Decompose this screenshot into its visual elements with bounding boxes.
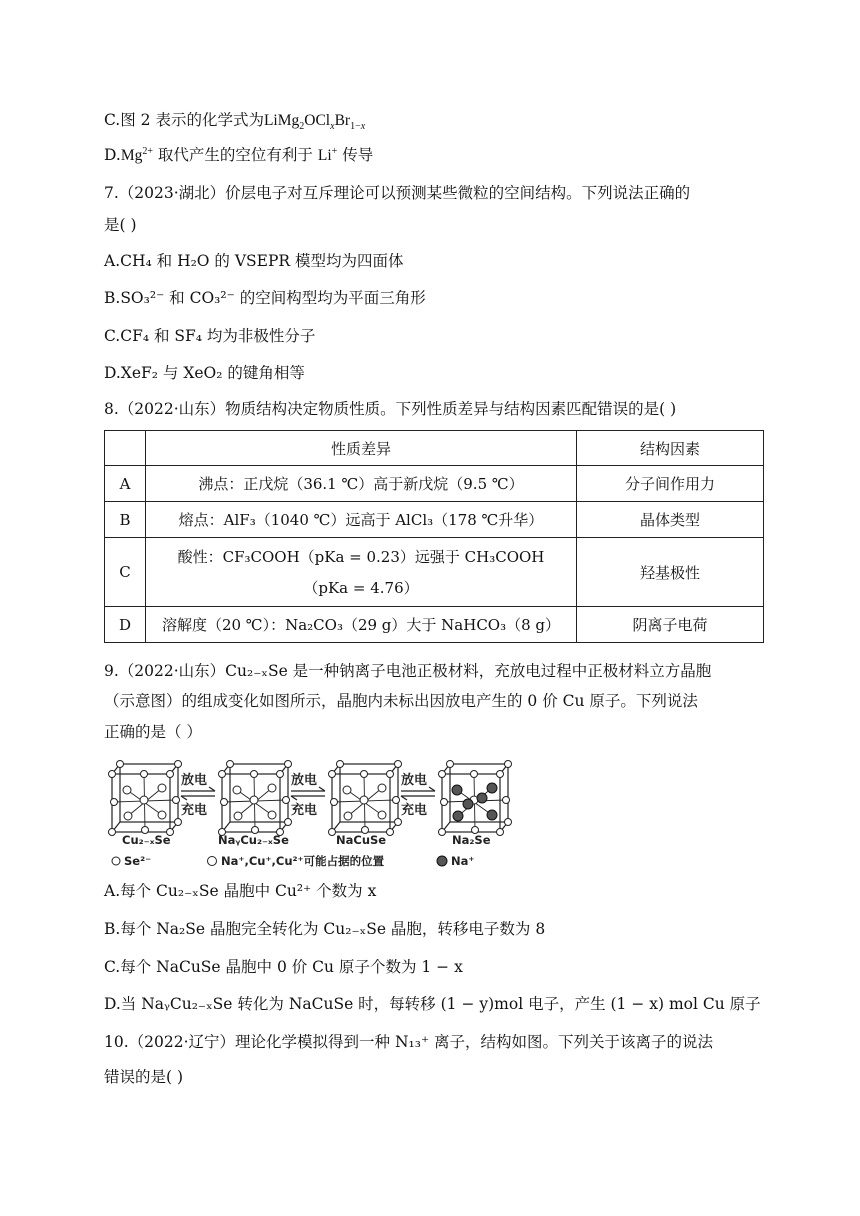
q10-stem-line1: 10.（2022·辽宁）理论化学模拟得到一种 N₁₃⁺ 离子，结构如图。下列关于该离子的说法 [104,1033,714,1051]
table-row [105,502,764,538]
q9-option-b: B.每个 Na₂Se 晶胞完全转化为 Cu₂₋ₓSe 晶胞，转移电子数为 8 [104,920,546,938]
q8-table [104,430,764,643]
legend-na-label: Na⁺ [451,854,475,868]
row-factor: 羟基极性 [577,538,764,607]
arrow-charge-label: 充电 [291,803,318,818]
table-row [105,466,764,502]
cell-label: NaCuSe [336,833,387,847]
row-property: 熔点：AlF₃（1040 ℃）远高于 AlCl₃（178 ℃升华） [146,502,577,538]
legend-se-marker [112,857,120,865]
cell-naycu2xse [219,761,292,836]
q7-option-c: C.CF₄ 和 SF₄ 均为非极性分子 [104,327,316,345]
legend [112,854,474,868]
cell-label: NaᵧCu₂₋ₓSe [218,833,289,847]
row-property: 沸点：正戊烷（36.1 ℃）高于新戊烷（9.5 ℃） [146,466,577,502]
q7-option-a: A.CH₄ 和 H₂O 的 VSEPR 模型均为四面体 [104,252,404,270]
q9-stem-line1: 9.（2022·山东）Cu₂₋ₓSe 是一种钠离子电池正极材料，充放电过程中正极材料立方晶胞 [104,662,712,680]
row-property-line2: （pKa = 4.76） [303,579,419,597]
q9-option-a: A.每个 Cu₂₋ₓSe 晶胞中 Cu²⁺ 个数为 x [104,882,377,900]
q7-option-b: B.SO₃²⁻ 和 CO₃²⁻ 的空间构型均为平面三角形 [104,289,426,307]
arrow-charge-label: 充电 [181,803,208,818]
legend-se-label: Se²⁻ [124,854,152,868]
q7-stem-line2: 是( ) [104,216,137,234]
option-d-prev: $D.Mg^{2+}$ 取代产生的空位有利于 Li+ 传导 [104,145,374,164]
row-property: 溶解度（20 ℃）：Na₂CO₃（29 g）大于 NaHCO₃（8 g） [146,607,577,643]
crystal-cell-diagram [104,758,520,870]
legend-sites-label: Na⁺,Cu⁺,Cu²⁺可能占据的位置 [221,854,385,868]
arrow-2 [291,772,325,818]
row-factor: 晶体类型 [577,502,764,538]
header-property: 性质差异 [146,431,577,466]
table-row [105,607,764,643]
row-id: A [105,466,146,502]
cell-label: Na₂Se [452,833,491,847]
arrow-1 [181,772,215,818]
header-id [105,431,146,466]
option-c-prev: C.图 2 表示的化学式为$LiMg_2OCl_xBr_{1-x}$ [104,111,366,133]
cell-nacuse [329,761,402,836]
q9-option-c: C.每个 NaCuSe 晶胞中 0 价 Cu 原子个数为 1 − x [104,958,463,976]
q10-stem-line2: 错误的是( ) [104,1068,184,1086]
legend-na-marker [437,856,447,866]
q9-option-d: D.当 NaᵧCu₂₋ₓSe 转化为 NaCuSe 时，每转移 (1 − y)mol 电子，产生 (1 − x) mol Cu 原子 [104,995,761,1013]
arrow-discharge-label: 放电 [181,773,208,788]
arrow-discharge-label: 放电 [291,773,318,788]
row-factor: 分子间作用力 [577,466,764,502]
table-header-row [105,431,764,466]
cell-label: Cu₂₋ₓSe [122,833,171,847]
cell-cu2xse [109,761,182,836]
row-property [146,538,577,607]
row-id: C [105,538,146,607]
arrow-3 [401,772,435,818]
q7-option-d: D.XeF₂ 与 XeO₂ 的键角相等 [104,364,305,382]
header-factor: 结构因素 [577,431,764,466]
row-factor: 阴离子电荷 [577,607,764,643]
q9-stem-line2: （示意图）的组成变化如图所示，晶胞内未标出因放电产生的 0 价 Cu 原子。下列说法 [104,692,698,710]
row-id: B [105,502,146,538]
arrow-charge-label: 充电 [401,803,428,818]
legend-sites-marker [208,857,217,866]
q8-stem: 8.（2022·山东）物质结构决定物质性质。下列性质差异与结构因素匹配错误的是( ) [104,400,677,418]
arrow-discharge-label: 放电 [401,773,428,788]
cell-na2se [439,761,512,836]
q7-stem-line1: 7.（2023·湖北）价层电子对互斥理论可以预测某些微粒的空间结构。下列说法正确的 [104,184,691,202]
table-row [105,538,764,607]
q9-stem-line3: 正确的是（ ） [104,723,202,741]
row-id: D [105,607,146,643]
row-property-line1: 酸性：CF₃COOH（pKa = 0.23）远强于 CH₃COOH [177,548,545,566]
